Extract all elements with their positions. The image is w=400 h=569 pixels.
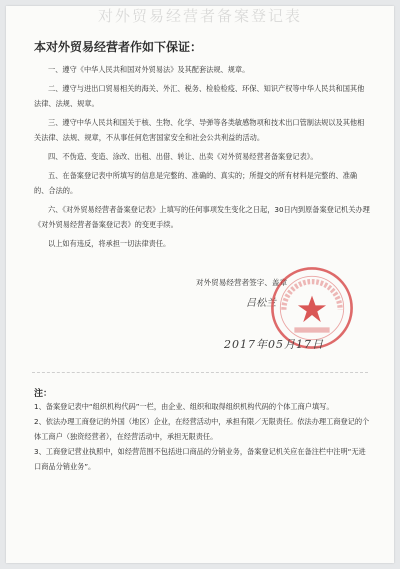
signature-label: 对外贸易经营者签字、盖章	[196, 278, 288, 287]
notes-label: 注：	[34, 389, 53, 399]
handwritten-signature: 吕松兰	[246, 298, 276, 309]
document-page	[6, 6, 394, 563]
guarantee-items	[34, 62, 370, 255]
note-item-3: 3、工商登记营业执照中，如经营范围不包括进口商品的分销业务，备案登记机关应在备注栏中注明“无进口商品分销业务”。	[34, 447, 366, 471]
signature-date: 2017年05月17日	[224, 338, 324, 351]
header-bleed-through: 对外贸易经营者备案登记表	[97, 7, 302, 25]
section-divider	[32, 372, 368, 373]
guarantee-item-1: 一、遵守《中华人民共和国对外贸易法》及其配套法规、规章。	[48, 65, 250, 74]
guarantee-title: 本对外贸易经营者作如下保证：	[34, 40, 203, 54]
guarantee-item-4: 四、不伪造、变造、涂改、出租、出借、转让、出卖《对外贸易经营者备案登记表》。	[48, 152, 318, 161]
guarantee-item-3: 三、遵守中华人民共和国关于核、生物、化学、导弹等各类敏感物项和技术出口管制法规以及其他相关法律、法规、规章，不从事任何危害国家安全和社会公共利益的活动。	[34, 118, 365, 142]
notes-section	[34, 386, 370, 474]
guarantee-closing: 以上如有违反，将承担一切法律责任。	[48, 239, 171, 248]
note-item-1: 1、备案登记表中“组织机构代码”一栏，由企业、组织和取得组织机构代码的个体工商户填写。	[34, 402, 334, 411]
guarantee-item-5: 五、在备案登记表中所填写的信息是完整的、准确的、真实的；所提交的所有材料是完整的、准确的、合法的。	[34, 171, 358, 195]
seal-bottom-band	[294, 327, 329, 332]
guarantee-item-2: 二、遵守与进出口贸易相关的海关、外汇、税务、检验检疫、环保、知识产权等中华人民共和国其他法律、法规、规章。	[34, 84, 365, 108]
seal-star-icon	[298, 296, 326, 322]
guarantee-item-6: 六、《对外贸易经营者备案登记表》上填写的任何事项发生变化之日起，30日内到原备案登记机关办理《对外贸易经营者备案登记表》的变更手续。	[34, 205, 370, 229]
note-item-2: 2、依法办理工商登记的外国（地区）企业，在经营活动中，承担有限／无限责任。依法办理工商登记的个体工商户（独资经营者），在经营活动中，承担无限责任。	[34, 417, 370, 441]
